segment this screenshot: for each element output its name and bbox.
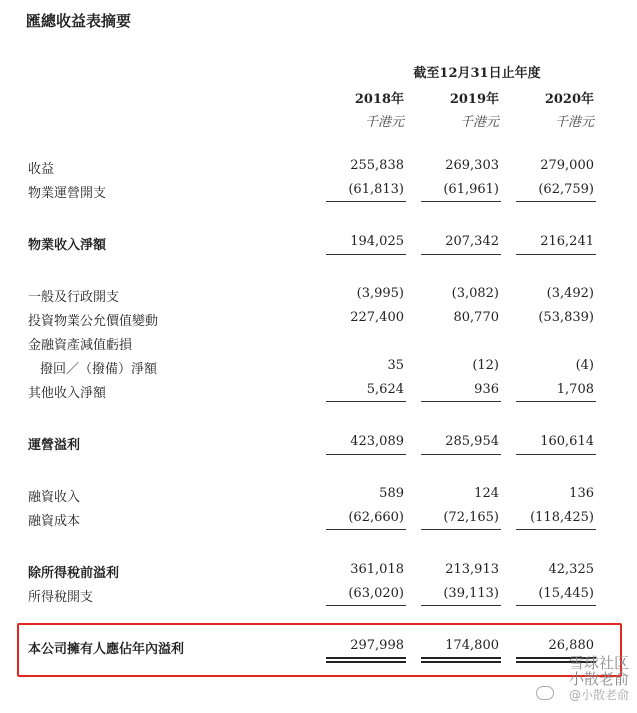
total-double-rule [421, 657, 501, 663]
table-title: 匯總收益表摘要 [26, 12, 132, 30]
subtotal-rule [421, 254, 501, 255]
finance-income-2018: 589 [379, 486, 404, 501]
operating-profit-2018: 423,089 [350, 434, 404, 449]
row-label-revenue: 收益 [28, 162, 55, 177]
row-label-finance-costs: 融資成本 [28, 514, 81, 529]
finance-income-2019: 124 [474, 486, 499, 501]
net-property-income-2020: 216,241 [540, 234, 594, 249]
operating-profit-2019: 285,954 [445, 434, 499, 449]
watermark-author: 小散老俞 [568, 670, 629, 688]
property-opex-2020: (62,759) [538, 182, 594, 197]
net-property-income-2019: 207,342 [445, 234, 499, 249]
year-header-2018: 2018年 [354, 92, 404, 107]
row-label-profit-attributable: 本公司擁有人應佔年內溢利 [28, 642, 185, 657]
fair-value-change-2019: 80,770 [453, 310, 499, 325]
period-header: 截至12月31日止年度 [413, 66, 541, 81]
income-tax-2019: (39,113) [443, 586, 499, 601]
other-income-2019: 936 [474, 382, 499, 397]
watermark [569, 655, 629, 703]
row-label-net-property-income: 物業收入淨額 [28, 238, 107, 253]
row-label-income-tax: 所得稅開支 [28, 590, 94, 605]
subtotal-rule [326, 529, 406, 530]
subtotal-rule [421, 605, 501, 606]
row-label-general-admin-expenses: 一般及行政開支 [28, 290, 120, 305]
watermark-handle: @小散老俞 [568, 688, 629, 702]
subtotal-rule [326, 605, 406, 606]
unit-header-2018: 千港元 [364, 115, 404, 130]
total-double-rule [326, 657, 406, 663]
pbt-2019: 213,913 [445, 562, 499, 577]
finance-costs-2019: (72,165) [443, 510, 499, 525]
subtotal-rule [326, 254, 406, 255]
pbt-2020: 42,325 [548, 562, 594, 577]
operating-profit-2020: 160,614 [540, 434, 594, 449]
other-income-2018: 5,624 [366, 382, 404, 397]
gna-2018: (3,995) [356, 286, 404, 301]
subtotal-rule [516, 401, 596, 402]
income-tax-2020: (15,445) [538, 586, 594, 601]
row-label-finance-income: 融資收入 [28, 490, 81, 505]
unit-header-2020: 千港元 [554, 115, 594, 130]
finance-income-2020: 136 [569, 486, 594, 501]
subtotal-rule [516, 201, 596, 202]
subtotal-rule [516, 254, 596, 255]
income-tax-2018: (63,020) [348, 586, 404, 601]
reversal-2019: (12) [472, 358, 499, 373]
subtotal-rule [516, 605, 596, 606]
subtotal-rule [326, 454, 406, 455]
finance-costs-2020: (118,425) [530, 510, 594, 525]
subtotal-rule [516, 454, 596, 455]
subtotal-rule [326, 401, 406, 402]
profit-attributable-2020: 26,880 [548, 638, 594, 653]
net-property-income-2018: 194,025 [350, 234, 404, 249]
gna-2020: (3,492) [546, 286, 594, 301]
row-label-impairment-loss: 金融資產減值虧損 [28, 338, 133, 353]
subtotal-rule [421, 401, 501, 402]
row-label-reversal-provision: 撥回／（撥備）淨額 [40, 362, 158, 377]
gna-2019: (3,082) [451, 286, 499, 301]
subtotal-rule [516, 529, 596, 530]
year-header-2019: 2019年 [449, 92, 499, 107]
unit-header-2019: 千港元 [459, 115, 499, 130]
profit-attributable-2018: 297,998 [350, 638, 404, 653]
wechat-icon [536, 686, 554, 700]
watermark-brand: 雪球社区 [568, 654, 629, 672]
fair-value-change-2020: (53,839) [538, 310, 594, 325]
row-label-property-operating-expenses: 物業運營開支 [28, 186, 107, 201]
revenue-2019: 269,303 [445, 158, 499, 173]
reversal-2020: (4) [575, 358, 594, 373]
other-income-2020: 1,708 [556, 382, 594, 397]
row-label-operating-profit: 運營溢利 [28, 438, 81, 453]
row-label-profit-before-tax: 除所得稅前溢利 [28, 566, 120, 581]
profit-attributable-2019: 174,800 [445, 638, 499, 653]
property-opex-2019: (61,961) [443, 182, 499, 197]
subtotal-rule [421, 454, 501, 455]
subtotal-rule [326, 201, 406, 202]
year-header-2020: 2020年 [544, 92, 594, 107]
revenue-2020: 279,000 [540, 158, 594, 173]
pbt-2018: 361,018 [350, 562, 404, 577]
row-label-fair-value-change: 投資物業公允價值變動 [28, 314, 159, 329]
property-opex-2018: (61,813) [348, 182, 404, 197]
revenue-2018: 255,838 [350, 158, 404, 173]
row-label-other-income: 其他收入淨額 [28, 386, 107, 401]
finance-costs-2018: (62,660) [348, 510, 404, 525]
subtotal-rule [421, 529, 501, 530]
fair-value-change-2018: 227,400 [350, 310, 404, 325]
subtotal-rule [421, 201, 501, 202]
reversal-2018: 35 [387, 358, 404, 373]
